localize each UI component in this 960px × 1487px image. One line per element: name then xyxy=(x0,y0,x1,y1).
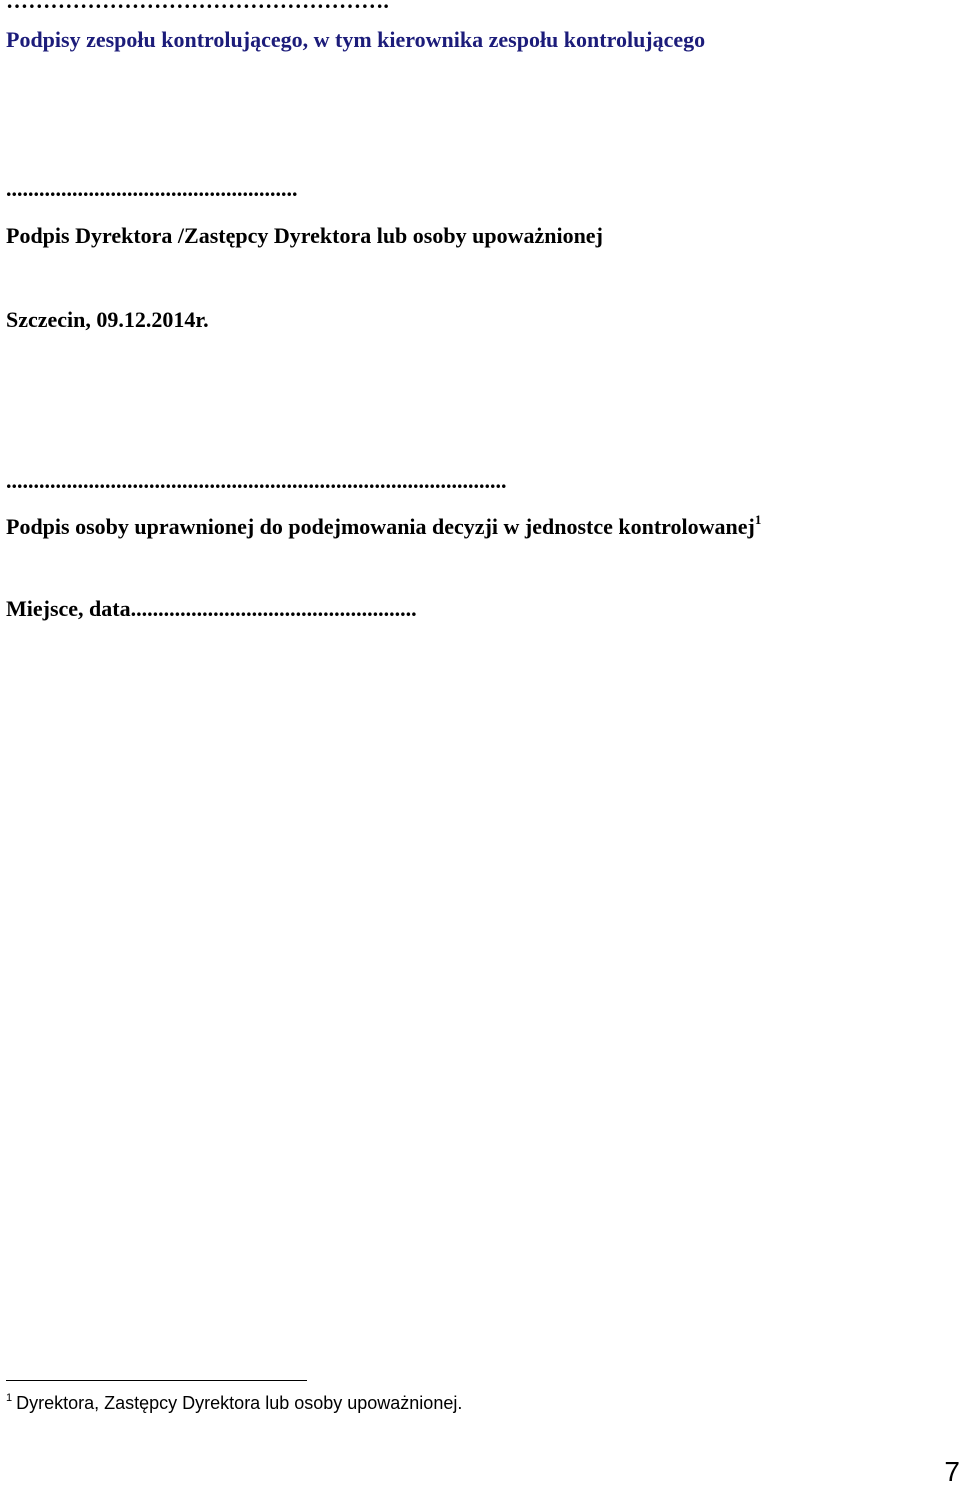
top-dotted-line: ……………………………………………. xyxy=(6,0,390,13)
footnote xyxy=(6,1393,462,1414)
authorized-person-signature-label xyxy=(6,512,762,539)
authorized-person-signature-text: Podpis osoby uprawnionej do podejmowania decyzji w jednostce kontrolowanej xyxy=(6,514,755,539)
authorized-person-signature-dotted-line: ........................................................................................... xyxy=(6,468,507,493)
footnote-reference: 1 xyxy=(754,512,762,527)
control-team-signatures-heading: Podpisy zespołu kontrolującego, w tym kierownika zespołu kontrolującego xyxy=(6,27,706,52)
place-date-text: Szczecin, 09.12.2014r. xyxy=(6,307,209,332)
footnote-number: 1 xyxy=(6,1392,13,1404)
page-number: 7 xyxy=(944,1456,960,1487)
director-signature-dotted-line: ..................................................... xyxy=(6,176,298,201)
director-signature-label: Podpis Dyrektora /Zastępcy Dyrektora lub osoby upoważnionej xyxy=(6,223,603,248)
footnote-separator xyxy=(6,1380,307,1381)
footnote-text: Dyrektora, Zastępcy Dyrektora lub osoby upoważnionej. xyxy=(16,1393,463,1413)
place-date-field: Miejsce, data.................................................... xyxy=(6,596,417,621)
